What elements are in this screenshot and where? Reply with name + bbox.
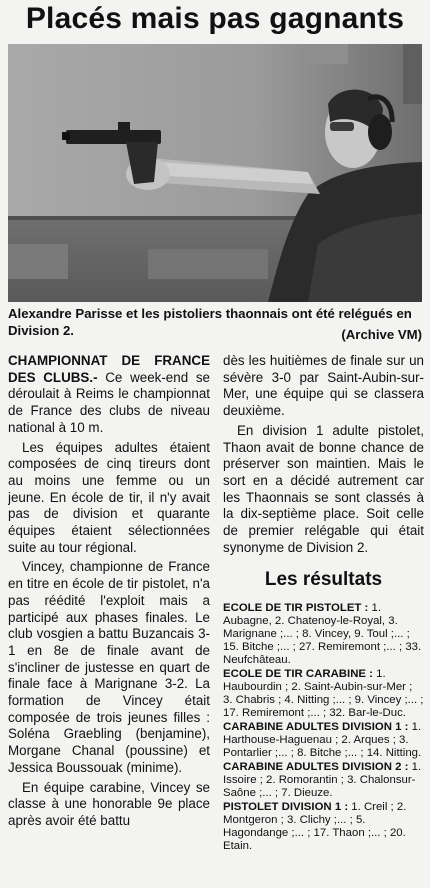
shooter-photo <box>8 44 422 302</box>
results-entry <box>223 602 424 667</box>
results-text: 1. Aubagne, 2. Chatenoy-le-Royal, 3. Marignane ;... ; 8. Vincey, 9. Toul ;... ; 15. Bitche ;... ; 27. Remiremont ;... ; 33. Neufchâteau. <box>223 602 422 667</box>
article-paragraph: dès les huitièmes de finale sur un sévère 3-0 par Saint-Aubin-sur-Mer, une équipe qui se classera deuxième. <box>223 353 424 419</box>
photo-credit: (Archive VM) <box>341 327 422 342</box>
results-title: Les résultats <box>264 569 383 591</box>
article-headline: Placés mais pas gagnants <box>25 2 405 35</box>
results-text: 1. Haubourdin ; 2. Saint-Aubin-sur-Mer ; 3. Chabris ; 4. Nitting ;... ; 9. Vincey ;... ; 17. Remiremont ;... ; 32. Bar-le-Duc. <box>223 668 424 720</box>
article-lead: CHAMPIONNAT DE FRANCE DES CLUBS.- <box>8 353 210 385</box>
photo-caption <box>8 305 422 343</box>
results-entry <box>223 721 424 760</box>
results-category: PISTOLET DIVISION 1 : <box>223 801 349 814</box>
article-paragraph: Les équipes adultes étaient composées de cinq tireurs dont au moins une femme ou un jeune. En école de tir, il n'y avait pas de division et quarante équipes étaient sélectionnées suite au tour régional. <box>8 439 210 555</box>
results-text: 1. Issoire ; 2. Romorantin ; 3. Chalonsur-Saône ;... ; 7. Dieuze. <box>223 761 422 800</box>
article-paragraph: En équipe carabine, Vincey se classe à une honorable 9e place après avoir été battu <box>8 779 210 828</box>
results-category: CARABINE ADULTES DIVISION 1 : <box>223 721 409 734</box>
results-entry <box>223 801 424 853</box>
results-entry <box>223 761 424 800</box>
results-entry <box>223 668 424 720</box>
article-paragraph: En division 1 adulte pistolet, Thaon avait de bonne chance de préserver son maintien. Mais le sort en a décidé autrement car les Thaonnais se sont classés à la dix-septième place. Soit celle de premier relégable qui était synonyme de Division 2. <box>223 422 424 555</box>
article-paragraph: Vincey, championne de France en titre en école de tir pistolet, n'a pas réédité l'exploit mais a participé aux phases finales. Le club vosgien a battu Buzancais 3-1 en 8e de finale avant de s'incliner de justesse en quart de finale face à Marignane 3-2. La formation de Vincey était composée de trois jeunes filles : Soléna Graebling (benjamine), Morgane Chanal (poussine) et Jessica Boussouak (minime). <box>8 559 210 775</box>
results-category: ECOLE DE TIR PISTOLET : <box>223 602 369 615</box>
caption-text: Alexandre Parisse et les pistoliers thaonnais ont été relégués en Division 2. <box>8 306 412 338</box>
article-paragraph: CHAMPIONNAT DE FRANCE DES CLUBS.- Ce week-end se déroulait à Reims le championnat de France des clubs de niveau national à 10 m. <box>8 353 210 435</box>
results-category: CARABINE ADULTES DIVISION 2 : <box>223 761 409 774</box>
article-column-right <box>223 353 424 883</box>
article-column-left <box>8 353 210 883</box>
results-category: ECOLE DE TIR CARABINE : <box>223 668 373 681</box>
results-list <box>223 602 424 853</box>
results-text: 1. Creil ; 2. Montgeron ; 3. Clichy ;... ; 5. Hagondange ;... ; 17. Thaon ;... ; 20. Etain. <box>223 801 407 853</box>
article-photo <box>8 44 422 302</box>
results-text: 1. Harthouse-Haguenau ; 2. Arques ; 3. Pontarlier ;... ; 8. Bitche ;... ; 14. Nitting. <box>223 721 422 760</box>
